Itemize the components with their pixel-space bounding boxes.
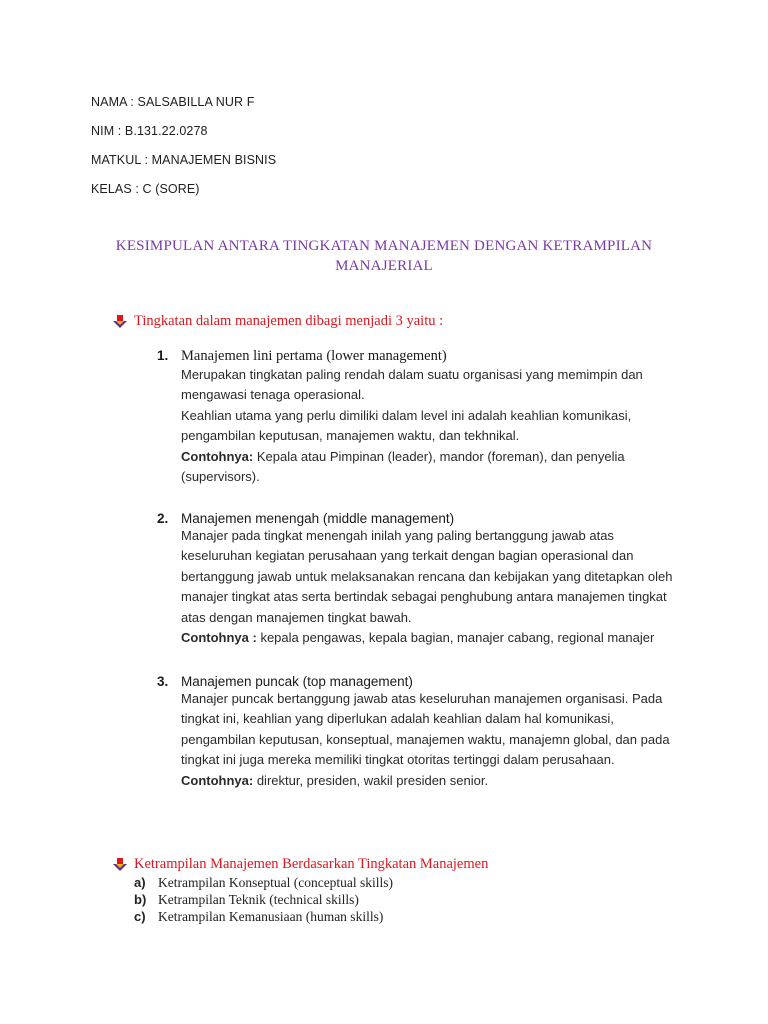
item-paragraph: Keahlian utama yang perlu dimiliki dalam level ini adalah keahlian komunikasi, pengambilan keputusan, manajemen waktu, dan tekhnikal.: [181, 407, 632, 444]
list-number: 1.: [157, 348, 169, 363]
item-paragraph: Manajer puncak bertanggung jawab atas keseluruhan manajemen organisasi. Pada tingkat ini, keahlian yang diperlukan adalah keahlian dalam hal komunikasi, pengambilan keputusan, konseptual, manajemen waktu, manajemn global, dan pada tingkat ini juga mereka memiliki tingkat otoritas tertinggi dalam perusahaan.: [181, 691, 670, 768]
title-line-1: KESIMPULAN ANTARA TINGKATAN MANAJEMEN DENGAN KETRAMPILAN: [115, 238, 653, 254]
student-nim: NIM : B.131.22.0278: [91, 124, 208, 138]
document-title: [100, 236, 668, 276]
list-number: 3.: [157, 674, 169, 689]
course-name: MATKUL : MANAJEMEN BISNIS: [91, 153, 277, 167]
list-item-1: [157, 348, 687, 487]
list-letter: b): [134, 892, 147, 907]
example-label: Contohnya:: [181, 448, 254, 464]
list-item-2: [157, 511, 687, 648]
list-number: 2.: [157, 511, 169, 526]
list-letter: c): [134, 909, 146, 924]
class-name: KELAS : C (SORE): [91, 182, 200, 196]
list-item-3: [157, 674, 687, 791]
item-title: Manajemen lini pertama (lower management): [181, 348, 447, 364]
arrow-bullet-icon: [112, 858, 128, 872]
skill-text: Ketrampilan Konseptual (conceptual skills): [158, 875, 394, 890]
student-name: NAMA : SALSABILLA NUR F: [91, 95, 255, 109]
example-text: Kepala atau Pimpinan (leader), mandor (foreman), dan penyelia (supervisors).: [181, 448, 625, 485]
skill-text: Ketrampilan Teknik (technical skills): [158, 892, 359, 907]
item-example: [181, 447, 687, 488]
skills-list: [134, 874, 393, 925]
list-item: [134, 908, 393, 925]
section-1-heading-text: Tingkatan dalam manajemen dibagi menjadi 3 yaitu :: [134, 313, 444, 329]
item-title: Manajemen puncak (top management): [181, 674, 413, 689]
example-label: Contohnya :: [181, 630, 257, 646]
list-letter: a): [134, 875, 146, 890]
list-item: [134, 891, 393, 908]
item-example: [181, 771, 687, 791]
item-title: Manajemen menengah (middle management): [181, 511, 455, 526]
section-2-heading-text: Ketrampilan Manajemen Berdasarkan Tingkatan Manajemen: [134, 856, 489, 872]
skill-text: Ketrampilan Kemanusiaan (human skills): [158, 909, 384, 924]
section-1-heading: [112, 313, 443, 330]
item-paragraph: Manajer pada tingkat menengah inilah yang paling bertanggung jawab atas keseluruhan kegiatan perusahaan yang terkait dengan bagian operasional dan bertanggung jawab untuk melaksanakan rencana dan kebijakan yang ditetapkan oleh manajer tingkat atas serta bertindak sebagai penghubung antara manajemen tingkat atas dengan manajemen tingkat bawah.: [181, 528, 673, 625]
item-example: [181, 628, 687, 648]
section-2-heading: [112, 856, 488, 873]
example-label: Contohnya:: [181, 772, 254, 788]
list-item: [134, 874, 393, 891]
example-text: kepala pengawas, kepala bagian, manajer cabang, regional manajer: [256, 630, 655, 646]
item-paragraph: Merupakan tingkatan paling rendah dalam suatu organisasi yang memimpin dan mengawasi tenaga operasional.: [181, 367, 643, 403]
arrow-bullet-icon: [112, 315, 128, 329]
title-line-2: MANAJERIAL: [335, 258, 433, 274]
example-text: direktur, presiden, wakil presiden senior.: [253, 772, 489, 788]
